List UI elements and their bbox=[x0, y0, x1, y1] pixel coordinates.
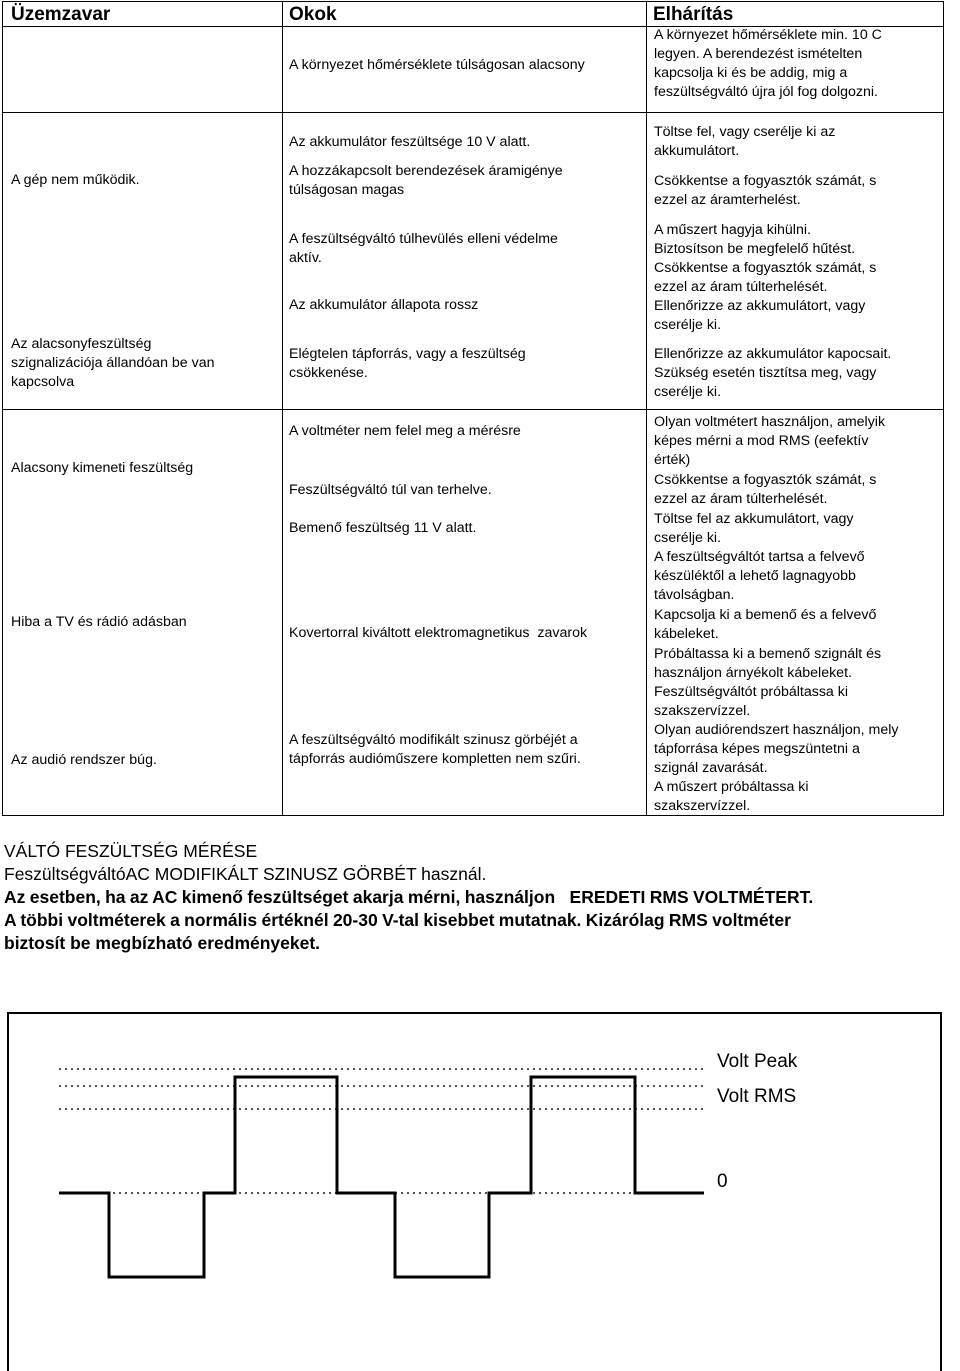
section-line bbox=[4, 887, 813, 908]
problem-tv: Hiba a TV és rádió adásban bbox=[11, 614, 187, 630]
cause-line: A hozzákapcsolt berendezések áramigénye bbox=[289, 163, 563, 179]
section-line-part: Az esetben, ha az AC kimenő feszültséget akarja mérni, használjon bbox=[4, 887, 556, 907]
section-line: biztosít be megbízható eredményeket. bbox=[4, 933, 321, 953]
fix-line: kapcsolja ki és be addig, mig a bbox=[654, 65, 848, 81]
fix-line: A műszert hagyja kihülni. bbox=[654, 222, 811, 238]
problem-line: Az alacsonyfeszültség bbox=[11, 336, 152, 352]
section-line: FeszültségváltóAC MODIFIKÁLT SZINUSZ GÖRBÉT használ. bbox=[4, 864, 487, 884]
waveform-diagram bbox=[9, 1014, 940, 1371]
cause-line: tápforrás audióműszere kompletten nem szűri. bbox=[289, 751, 581, 767]
fix-line: Csökkentse a fogyasztók számát, s bbox=[654, 472, 877, 488]
problem-low-output: Alacsony kimeneti feszültség bbox=[11, 460, 194, 476]
fix-line: szignál zavarását. bbox=[654, 760, 768, 776]
fix-line: tápforrása képes megszüntetni a bbox=[654, 741, 860, 757]
cause-line: A feszültségváltó túlhevülés elleni védelme bbox=[289, 231, 558, 247]
cause-line: aktív. bbox=[289, 250, 322, 266]
fix-line: Töltse fel az akkumulátort, vagy bbox=[654, 511, 854, 527]
fix-line: ezzel az áram túlterhelését. bbox=[654, 279, 828, 295]
cause-voltmeter: A voltméter nem felel meg a mérésre bbox=[289, 423, 521, 439]
problem-audio: Az audió rendszer búg. bbox=[11, 752, 157, 768]
section-line: A többi voltméterek a normális értéknél 20-30 V-tal kisebbet mutatnak. Kizárólag RMS voltméter bbox=[4, 910, 791, 930]
cause-line: Elégtelen tápforrás, vagy a feszültség bbox=[289, 346, 526, 362]
cause-line: csökkenése. bbox=[289, 365, 368, 381]
fix-line: feszültségváltó újra jól fog dolgozni. bbox=[654, 84, 878, 100]
fix-line: ezzel az áram túlterhelését. bbox=[654, 491, 828, 507]
fix-line: Csökkentse a fogyasztók számát, s bbox=[654, 260, 877, 276]
header-solution: Elhárítás bbox=[653, 4, 734, 25]
cause-emi: Kovertorral kiváltott elektromagnetikus zavarok bbox=[289, 625, 588, 641]
fix-line: használjon árnyékolt kábeleket. bbox=[654, 665, 852, 681]
cause-overload: Feszültségváltó túl van terhelve. bbox=[289, 482, 492, 498]
problem-line: kapcsolva bbox=[11, 374, 75, 390]
header-cause: Okok bbox=[289, 4, 337, 25]
fix-line: Szükség esetén tisztítsa meg, vagy bbox=[654, 365, 877, 381]
problem-not-working: A gép nem működik. bbox=[11, 172, 140, 188]
fix-line: készüléktől a lehető lagnagyobb bbox=[654, 568, 856, 584]
fix-line: képes mérni a mod RMS (eefektív bbox=[654, 433, 869, 449]
fix-line: Ellenőrizze az akkumulátor kapocsait. bbox=[654, 346, 892, 362]
troubleshooting-table bbox=[2, 1, 944, 816]
fix-line: ezzel az áramterhelést. bbox=[654, 192, 801, 208]
fix-line: cserélje ki. bbox=[654, 384, 722, 400]
fix-line: akkumulátort. bbox=[654, 143, 740, 159]
fix-line: szakszervízzel. bbox=[654, 703, 751, 719]
cause-env: A környezet hőmérséklete túlságosan alacsony bbox=[289, 57, 585, 73]
fix-line: Töltse fel, vagy cserélje ki az bbox=[654, 124, 836, 140]
fix-line: szakszervízzel. bbox=[654, 798, 751, 814]
cause-line: A feszültségváltó modifikált szinusz görbéjét a bbox=[289, 732, 578, 748]
fix-line: kábeleket. bbox=[654, 626, 719, 642]
fix-line: távolságban. bbox=[654, 587, 735, 603]
row-divider bbox=[3, 112, 943, 113]
section-title: VÁLTÓ FESZÜLTSÉG MÉRÉSE bbox=[4, 841, 258, 861]
legend-zero: 0 bbox=[717, 1171, 728, 1192]
fix-line: legyen. A berendezést ismételten bbox=[654, 46, 863, 62]
cause-input: Bemenő feszültség 11 V alatt. bbox=[289, 520, 477, 536]
fix-line: érték) bbox=[654, 452, 691, 468]
fix-line: Biztosítson be megfelelő hűtést. bbox=[654, 241, 856, 257]
fix-line: cserélje ki. bbox=[654, 317, 722, 333]
modified-sine-wave bbox=[59, 1077, 704, 1277]
fix-line: cserélje ki. bbox=[654, 530, 722, 546]
cause-battery-state: Az akkumulátor állapota rossz bbox=[289, 297, 479, 313]
problem-line: szignalizációja állandóan be van bbox=[11, 355, 215, 371]
fix-line: Csökkentse a fogyasztók számát, s bbox=[654, 173, 877, 189]
fix-line: Olyan voltmétert használjon, amelyik bbox=[654, 414, 886, 430]
fix-line: A műszert próbáltassa ki bbox=[654, 779, 809, 795]
fix-line: Kapcsolja ki a bemenő és a felvevő bbox=[654, 607, 877, 623]
fix-line: Próbáltassa ki a bemenő szignált és bbox=[654, 646, 882, 662]
legend-volt-rms: Volt RMS bbox=[717, 1086, 797, 1107]
fix-line: Feszültségváltót próbáltassa ki bbox=[654, 684, 848, 700]
header-problem: Üzemzavar bbox=[11, 4, 111, 25]
row-divider bbox=[3, 409, 943, 410]
fix-line: Olyan audiórendszert használjon, mely bbox=[654, 722, 899, 738]
cause-line: túlságosan magas bbox=[289, 182, 405, 198]
fix-line: A feszültségváltót tartsa a felvevő bbox=[654, 549, 865, 565]
section-emphasis: EREDETI RMS VOLTMÉTERT. bbox=[569, 887, 814, 907]
fix-line: Ellenőrizze az akkumulátort, vagy bbox=[654, 298, 866, 314]
fix-line: A környezet hőmérséklete min. 10 C bbox=[654, 27, 882, 43]
waveform-figure bbox=[7, 1012, 942, 1371]
cause-battery-low: Az akkumulátor feszültsége 10 V alatt. bbox=[289, 134, 531, 150]
legend-volt-peak: Volt Peak bbox=[717, 1051, 798, 1072]
